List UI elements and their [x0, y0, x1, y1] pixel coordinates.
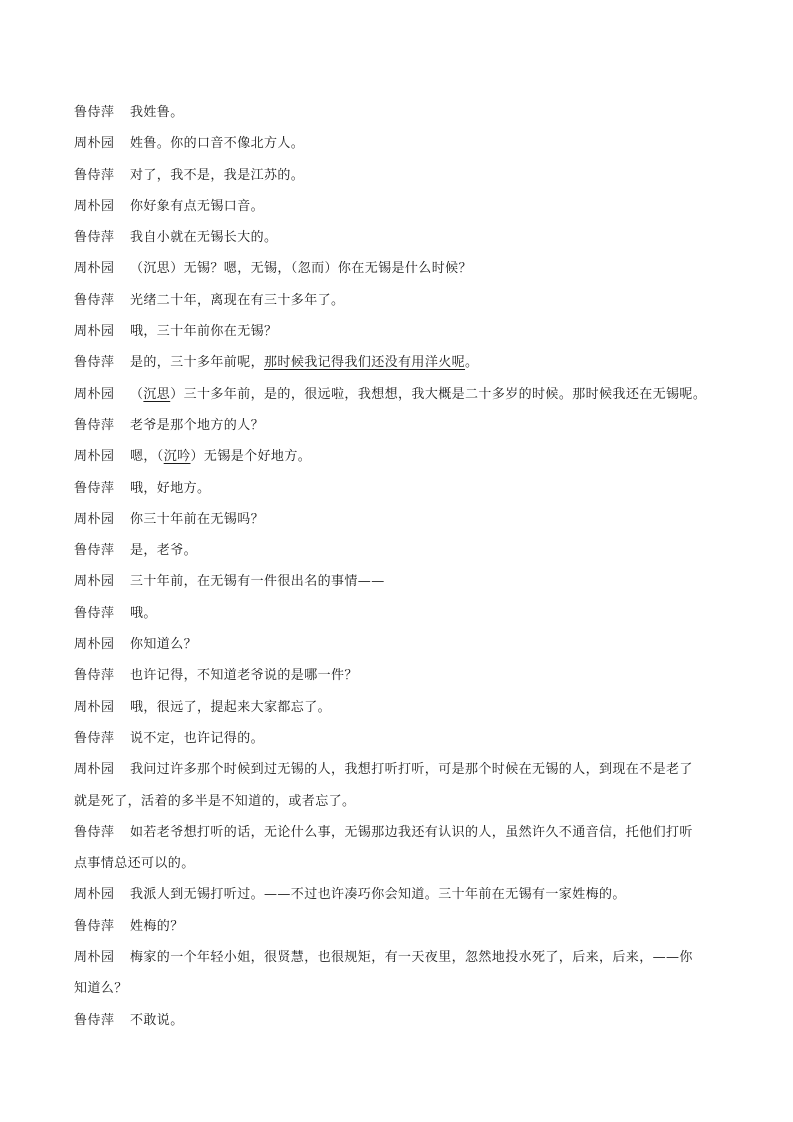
dialogue-text: 梅家的一个年轻小姐，很贤慧，也很规矩，有一天夜里，忽然地投水死了，后来，后来，——你 [130, 950, 693, 966]
dialogue-line [74, 598, 724, 629]
speaker-name: 鲁侍萍 [74, 292, 115, 308]
speaker-name: 鲁侍萍 [74, 668, 115, 684]
dialogue-line [74, 754, 724, 785]
speaker-name: 周朴园 [74, 136, 115, 152]
speaker-name: 周朴园 [74, 386, 115, 402]
dialogue-continuation [74, 786, 724, 817]
dialogue-text: 你三十年前在无锡吗？ [130, 511, 265, 527]
dialogue-line [74, 253, 724, 284]
dialogue-text: ）无锡是个好地方。 [190, 449, 312, 465]
dialogue-line [74, 629, 724, 660]
dialogue-text: 对了，我不是，我是江苏的。 [130, 167, 305, 183]
dialogue-line [74, 566, 724, 597]
dialogue-text: 是的，三十多年前呢， [130, 355, 265, 371]
dialogue-line [74, 723, 724, 754]
dialogue-text: 光绪二十年，离现在有三十多年了。 [130, 292, 345, 308]
speaker-name: 鲁侍萍 [74, 730, 115, 746]
dialogue-text: 哦，好地方。 [130, 480, 211, 496]
speaker-name: 周朴园 [74, 511, 115, 527]
speaker-name: 鲁侍萍 [74, 543, 115, 559]
dialogue-line [74, 441, 724, 472]
dialogue-line [74, 285, 724, 316]
dialogue-line [74, 316, 724, 347]
underlined-text: 沉吟 [163, 449, 191, 465]
dialogue-line [74, 692, 724, 723]
dialogue-line [74, 1005, 724, 1036]
speaker-name: 周朴园 [74, 887, 115, 903]
dialogue-line [74, 191, 724, 222]
dialogue-text: 我派人到无锡打听过。——不过也许凑巧你会知道。三十年前在无锡有一家姓梅的。 [130, 887, 626, 903]
speaker-name: 周朴园 [74, 699, 115, 715]
dialogue-text: 我自小就在无锡长大的。 [130, 230, 278, 246]
speaker-name: 鲁侍萍 [74, 417, 115, 433]
dialogue-line [74, 817, 724, 848]
speaker-name: 周朴园 [74, 324, 115, 340]
speaker-name: 周朴园 [74, 198, 115, 214]
dialogue-line [74, 160, 724, 191]
dialogue-text: 说不定，也许记得的。 [130, 730, 265, 746]
dialogue-text: 你知道么？ [130, 637, 198, 653]
dialogue-line [74, 97, 724, 128]
dialogue-text: 哦，三十年前你在无锡？ [130, 324, 278, 340]
dialogue-text: 不敢说。 [130, 1012, 184, 1028]
dialogue-text: （ [130, 386, 144, 402]
dialogue-text: 点事情总还可以的。 [74, 856, 195, 872]
dialogue-line [74, 660, 724, 691]
dialogue-text: （沉思）无锡？嗯，无锡，（忽而）你在无锡是什么时候？ [130, 261, 472, 277]
dialogue-text: 知道么？ [74, 981, 128, 997]
speaker-name: 鲁侍萍 [74, 167, 115, 183]
dialogue-line [74, 911, 724, 942]
speaker-name: 周朴园 [74, 950, 115, 966]
dialogue-line [74, 222, 724, 253]
speaker-name: 鲁侍萍 [74, 480, 115, 496]
dialogue-line [74, 347, 724, 378]
dialogue-line [74, 379, 724, 410]
dialogue-text: 我姓鲁。 [130, 105, 184, 120]
speaker-name: 鲁侍萍 [74, 230, 115, 246]
dialogue-text: 是，老爷。 [130, 543, 198, 559]
dialogue-text: 姓梅的？ [130, 918, 184, 934]
speaker-name: 鲁侍萍 [74, 355, 115, 371]
dialogue-continuation [74, 973, 724, 1004]
speaker-name: 鲁侍萍 [74, 605, 115, 621]
speaker-name: 周朴园 [74, 449, 115, 465]
speaker-name: 周朴园 [74, 762, 115, 778]
underlined-text: 那时候我记得我们还没有用洋火呢 [264, 355, 466, 371]
dialogue-line [74, 504, 724, 535]
dialogue-line [74, 535, 724, 566]
dialogue-script [74, 97, 724, 1036]
speaker-name: 鲁侍萍 [74, 824, 115, 840]
dialogue-text: 也许记得，不知道老爷说的是哪一件？ [130, 668, 358, 684]
dialogue-line [74, 410, 724, 441]
dialogue-line [74, 128, 724, 159]
dialogue-text: 三十年前，在无锡有一件很出名的事情—— [130, 574, 385, 590]
speaker-name: 鲁侍萍 [74, 1012, 115, 1028]
speaker-name: 周朴园 [74, 637, 115, 653]
speaker-name: 鲁侍萍 [74, 105, 115, 120]
dialogue-text: 你好象有点无锡口音。 [130, 198, 265, 214]
dialogue-text: 老爷是那个地方的人？ [130, 417, 265, 433]
dialogue-text: 哦，很远了，提起来大家都忘了。 [130, 699, 332, 715]
speaker-name: 周朴园 [74, 574, 115, 590]
speaker-name: 周朴园 [74, 261, 115, 277]
dialogue-text: 我问过许多那个时候到过无锡的人，我想打听打听，可是那个时候在无锡的人，到现在不是老了 [130, 762, 693, 778]
dialogue-text: 如若老爷想打听的话，无论什么事，无锡那边我还有认识的人，虽然许久不通音信，托他们打听 [130, 824, 693, 840]
dialogue-continuation [74, 848, 724, 879]
dialogue-text: 嗯，（ [130, 449, 164, 465]
dialogue-text: 就是死了，活着的多半是不知道的，或者忘了。 [74, 793, 356, 809]
speaker-name: 鲁侍萍 [74, 918, 115, 934]
underlined-text: 沉思 [143, 386, 171, 402]
dialogue-text: 。 [465, 355, 479, 371]
dialogue-line [74, 942, 724, 973]
dialogue-text: ）三十多年前，是的，很远啦，我想想，我大概是二十多岁的时候。那时候我还在无锡呢。 [170, 386, 707, 402]
dialogue-line [74, 473, 724, 504]
dialogue-line [74, 879, 724, 910]
dialogue-text: 姓鲁。你的口音不像北方人。 [130, 136, 305, 152]
dialogue-text: 哦。 [130, 605, 157, 621]
